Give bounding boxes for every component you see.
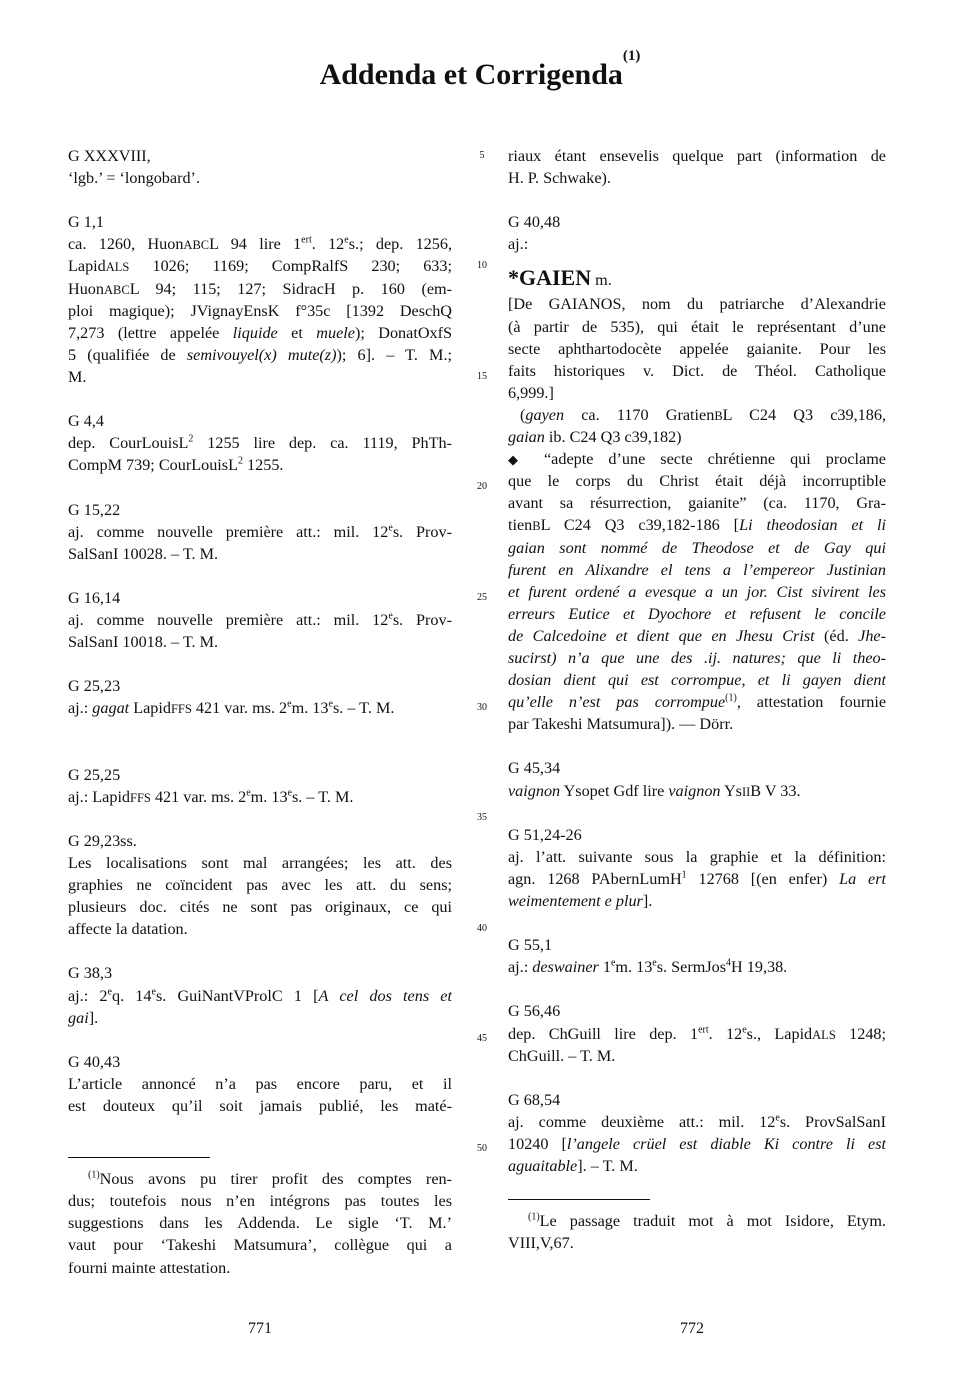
entry-text: et furent ordené a evesque a un jor. Cist sivirent les: [508, 582, 886, 601]
entry-text: secte aphthartodocète appelée gaianite. Pour les: [508, 339, 886, 358]
entry-text: aj. comme nouvelle première att.: mil. 12es. Prov-: [68, 522, 452, 541]
entry-text: weimentement e plur].: [508, 892, 653, 910]
entry-heading: G 15,22: [68, 500, 121, 519]
entry-heading: G 55,1: [508, 936, 553, 955]
entry-text: que le corps du Christ était déjà incorruptible: [508, 472, 886, 491]
entry-heading: G 25,23: [68, 677, 121, 696]
entry-text: aj. comme deuxième att.: mil. 12es. ProvSalSanI: [508, 1112, 886, 1131]
line-number: 20: [477, 481, 487, 492]
entry-text: furent en Alixandre el tens a l’empereor Justinian: [508, 560, 886, 579]
entry-text: ChGuill. – T. M.: [508, 1046, 616, 1065]
entry-text: aguaitable]. – T. M.: [508, 1157, 638, 1176]
entry-heading: G 1,1: [68, 213, 104, 232]
entry-text: dep. CourLouisL$^2$ 1255 lire dep. ca. 1119, PhTh-: [68, 433, 452, 453]
entry-text: avant sa résurrection, gaianite” (ca. 1170, Gra-: [508, 494, 886, 513]
entry-text: 10240 [l’angele crüel est diable Ki contre li est: [508, 1135, 886, 1154]
entry-heading: G 4,4: [68, 412, 104, 431]
entry-text: (gayen ca. 1170 GratienBL C24 Q3 c39,186,: [520, 405, 886, 424]
entry-text: 7,273 (lettre appelée liquide et muele); DonatOxfS: [68, 323, 452, 342]
entry-text: de Calcedoine et dient que en Jhesu Crist (éd. Jhe-: [508, 626, 886, 645]
footnote-rule: [68, 1157, 210, 1158]
entry-text: 5 (qualifiée de semivouyel(x) mute(z)); 6]. – T. M.;: [68, 345, 452, 364]
entry-heading: G XXXVIII,: [68, 147, 151, 165]
entry-text: CompM 739; CourLouisL$^2$ 1255.: [68, 455, 284, 475]
entry-text: qu’elle n’est pas corrompue$^{(1)}$, attestation fournie: [508, 692, 886, 712]
entry-heading: G 29,23ss.: [68, 831, 137, 850]
line-number: 45: [477, 1033, 487, 1044]
entry-text: par Takeshi Matsumura]). — Dörr.: [508, 715, 734, 734]
headword: *GAIEN m.: [508, 265, 612, 291]
entry-text: tienBL C24 Q3 c39,182-186 [Li theodosian et li: [508, 516, 886, 535]
entry-text: aj. l’att. suivante sous la graphie et la définition:: [508, 847, 886, 866]
line-number: 25: [477, 592, 487, 603]
page-number-left: 771: [248, 1320, 272, 1337]
entry-text: Les localisations sont mal arrangées; les att. des: [68, 854, 452, 872]
line-number: 10: [477, 260, 487, 271]
entry-text: sucirst) n’a que une des .ij. natures; que li theo-: [508, 648, 886, 667]
entry-heading: G 40,43: [68, 1052, 121, 1071]
entry-text: aj.: deswainer 1em. 13es. SermJos$^4$H 19,38.: [508, 957, 788, 977]
entry-text: ‘lgb.’ = ‘longobard’.: [68, 169, 200, 188]
entry-text: (à partir de 535), qui était le représentant d’une: [508, 317, 886, 336]
entry-heading: G 40,48: [508, 213, 561, 232]
footnote: $^{(1)}$Nous avons pu tirer profit des comptes ren- dus; toutefois nous n’en intégrons pas toutes les suggestions dans les Addenda. Le sigle ‘T. M.’ vaut pour ‘Takeshi Matsumura’, collègue qui a fourni mainte attestation.: [68, 1169, 452, 1277]
footnote-mark: (1): [528, 1211, 540, 1223]
entry-text: gai].: [68, 1008, 99, 1027]
entry-heading: G 38,3: [68, 964, 113, 983]
entry-text: vaignon Ysopet Gdf lire vaignon YsIIB V 33.: [508, 781, 801, 800]
entry-heading: G 25,25: [68, 765, 121, 784]
entry-heading: G 56,46: [508, 1002, 561, 1021]
entry-text: aj.: gagat LapidFFS 421 var. ms. 2em. 13es. – T. M.: [68, 698, 395, 718]
entry-text: HuonABCL 94; 115; 127; SidracH p. 160 (em-: [68, 279, 452, 298]
entry-text: erreurs Eutice et Dyochore et refusent le concile: [508, 604, 886, 623]
entry-text: aj. comme nouvelle première att.: mil. 12es. Prov-: [68, 610, 452, 629]
entry-text: 6,999.]: [508, 383, 554, 402]
title-footnote-mark: (1): [622, 48, 641, 64]
entry-text: graphies ne coïncident pas avec les att. du sens;: [68, 876, 452, 895]
entry-text: agn. 1268 PAbernLumH$^1$ 12768 [(en enfer) La ert: [508, 869, 886, 888]
entry-text: dosian dient qui est corrompue, et li gayen dient: [508, 671, 886, 690]
entry-text: dep. ChGuill lire dep. $1^{ert}$. 12es., LapidALS 1248;: [508, 1024, 886, 1043]
entry-text: affecte la datation.: [68, 920, 188, 939]
line-number: 35: [477, 812, 487, 823]
line-number: 30: [477, 702, 487, 713]
entry-text: faits historiques v. Dict. de Théol. Catholique: [508, 361, 886, 380]
entry-text: ploi magique); JVignayEnsK f°35c [1392 DeschQ: [68, 301, 452, 320]
entry-text: est douteux qu’il soit jamais publié, les maté-: [68, 1097, 452, 1116]
line-number: 40: [477, 923, 487, 934]
entry-text: SalSanI 10018. – T. M.: [68, 633, 219, 652]
entry-text: aj.: 2eq. 14es. GuiNantVProlC 1 [A cel dos tens et: [68, 986, 452, 1005]
right-column: [508, 145, 886, 1254]
entry-text: H. P. Schwake).: [508, 169, 611, 188]
entry-text: aj.:: [508, 235, 529, 254]
diamond-icon: ◆: [508, 452, 529, 468]
entry-heading: G 68,54: [508, 1090, 561, 1109]
left-column: [68, 145, 452, 1279]
line-number: 50: [477, 1143, 487, 1154]
entry-text: aj.: LapidFFS 421 var. ms. 2em. 13es. – T. M.: [68, 787, 354, 806]
entry-text: gaian sont nommé de Theodose et de Gay qui: [508, 538, 886, 557]
entry-text: ca. 1260, HuonABCL 94 lire $1^{ert}$. 12es.; dep. 1256,: [68, 234, 452, 254]
page-number-right: 772: [680, 1320, 704, 1337]
entry-text: gaian ib. C24 Q3 c39,182): [508, 428, 682, 447]
line-number: 5: [479, 150, 485, 161]
entry-text: LapidALS 1026; 1169; CompRalfS 230; 633;: [68, 257, 452, 276]
entry-text: L’article annoncé n’a pas encore paru, et il: [68, 1074, 452, 1093]
footnote-rule: [508, 1199, 650, 1200]
entry-text: ◆ “adepte d’une secte chrétienne qui proclame: [508, 450, 886, 469]
line-number: 15: [477, 371, 487, 382]
page-title: Addenda et Corrigenda$^{(1)}$: [319, 48, 641, 91]
entry-text: SalSanI 10028. – T. M.: [68, 544, 219, 563]
entry-heading: G 51,24-26: [508, 825, 582, 844]
footnote: $^{(1)}$Le passage traduit mot à mot Isidore, Etym. VIII,V,67.: [508, 1211, 886, 1253]
entry-text: M.: [68, 367, 87, 386]
entry-heading: G 16,14: [68, 588, 121, 607]
entry-text: [De GAIANOS, nom du patriarche d’Alexandrie: [508, 295, 886, 314]
footnote-mark: (1): [88, 1169, 100, 1181]
entry-heading: G 45,34: [508, 759, 561, 778]
entry-text: riaux étant ensevelis quelque part (information de: [508, 147, 886, 165]
entry-text: plusieurs doc. cités ne sont pas originaux, ce qui: [68, 898, 452, 917]
